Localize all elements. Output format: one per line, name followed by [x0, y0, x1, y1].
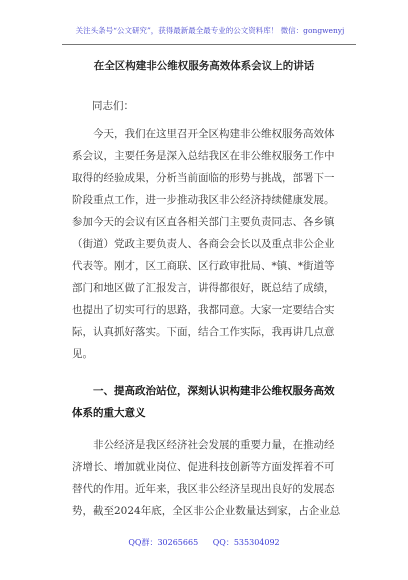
salutation: 同志们：	[92, 100, 134, 112]
section-line: 济增长、增加就业岗位、促进科技创新等方面发挥着不可	[72, 461, 335, 473]
intro-line: 参加今天的会议有区直各相关部门主要负责同志、各乡镇	[72, 216, 335, 228]
footer-contact	[0, 537, 408, 548]
header-note: 关注头条号“公文研究”，获得最新最全最专业的公文资料库！ 微信：gongwenyj	[75, 26, 345, 35]
intro-line: 阶段重点工作，进一步推动我区非公经济持续健康发展。	[72, 194, 335, 206]
intro-line: 今天，我们在这里召开全区构建非公维权服务高效体	[93, 128, 335, 140]
intro-paragraph	[72, 123, 352, 365]
intro-line: 也提出了切实可行的思路，我都同意。大家一定要结合实	[72, 304, 335, 316]
intro-line: 代表等。刚才，区工商联、区行政审批局、*镇、*街道等	[72, 260, 335, 272]
intro-line: 取得的经验成果，分析当前面临的形势与挑战，部署下一	[72, 172, 335, 184]
section-paragraph	[72, 434, 352, 522]
footer-qq: QQ：535304092	[212, 538, 280, 547]
section-line: 替代的作用。近年来，我区非公经济呈现出良好的发展态	[72, 483, 335, 495]
intro-line: 际，认真抓好落实。下面，结合工作实际，我再讲几点意	[72, 326, 335, 338]
footer-qq-group: QQ群：30265665	[128, 538, 199, 547]
intro-line: 系会议，主要任务是深入总结我区在非公维权服务工作中	[72, 150, 335, 162]
section-heading-line: 体系的重大意义	[72, 407, 146, 419]
section-line: 势，截至2024年底，全区非公企业数量达到家，占企业总	[72, 505, 341, 517]
intro-line: 见。	[72, 348, 93, 360]
intro-line: （街道）党政主要负责人、各商会会长以及重点非公企业	[72, 238, 335, 250]
section-heading	[72, 380, 352, 424]
document-title: 在全区构建非公维权服务高效体系会议上的讲话	[93, 60, 315, 72]
header-divider	[62, 44, 356, 45]
section-heading-line: 一、提高政治站位，深刻认识构建非公维权服务高效	[93, 385, 335, 397]
section-line: 非公经济是我区经济社会发展的重要力量，在推动经	[93, 439, 335, 451]
intro-line: 部门和地区做了汇报发言，讲得都很好，既总结了成绩，	[72, 282, 335, 294]
